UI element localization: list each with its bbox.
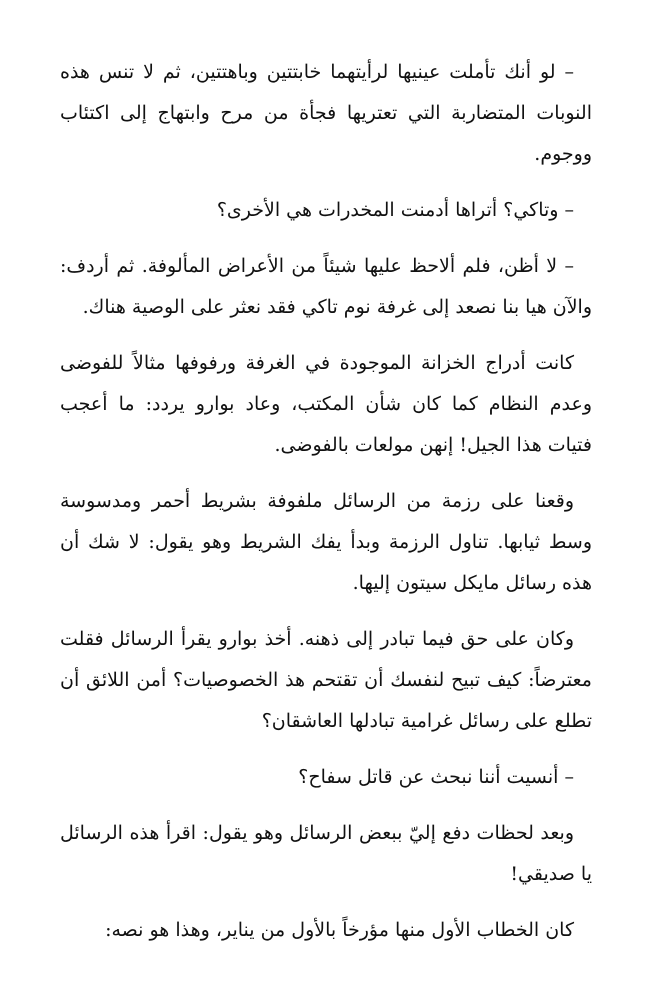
paragraph-letters-bundle: وقعنا على رزمة من الرسائل ملفوفة بشريط أحمر ومدسوسة وسط ثيابها. تناول الرزمة وبدأ يفك الشريط وهو يقول: لا شك أن هذه رسائل مايكل سيتون إليها. bbox=[60, 490, 592, 594]
paragraph-first-letter: كان الخطاب الأول منها مؤرخاً بالأول من يناير، وهذا هو نصه: bbox=[105, 919, 574, 941]
paragraph-objection: وكان على حق فيما تبادر إلى ذهنه. أخذ بوارو يقرأ الرسائل فقلت معترضاً: كيف تبيح لنفسك أن تقتحم هذ الخصوصيات؟ أمن اللائق أن تطلع على رسائل غرامية تبادلها العاشقان؟ bbox=[60, 628, 592, 732]
paragraph-dialogue-will: – لا أظن، فلم ألاحظ عليها شيئاً من الأعراض المألوفة. ثم أردف: والآن هيا بنا نصعد إلى غرفة نوم تاكي فقد نعثر على الوصية هناك. bbox=[60, 255, 592, 318]
paragraph-drawers: كانت أدراج الخزانة الموجودة في الغرفة ورفوفها مثالاً للفوضى وعدم النظام كما كان شأن المكتب، وعاد بوارو يردد: ما أعجب فتيات هذا الجيل! إنهن مولعات بالفوضى. bbox=[60, 352, 592, 456]
paragraph-dialogue-eyes: – لو أنك تأملت عينيها لرأيتهما خابتتين وباهتتين، ثم لا تنس هذه النوبات المتضاربة التي تعتريها فجأة من مرح وابتهاج إلى اكتئاب ووجوم. bbox=[60, 61, 592, 165]
paragraph-dialogue-taki: – وتاكي؟ أتراها أدمنت المخدرات هي الأخرى؟ bbox=[216, 199, 574, 221]
paragraph-killer: – أنسيت أننا نبحث عن قاتل سفاح؟ bbox=[298, 766, 574, 788]
paragraph-read-letters: وبعد لحظات دفع إليّ ببعض الرسائل وهو يقول: اقرأ هذه الرسائل يا صديقي! bbox=[60, 822, 592, 885]
book-page bbox=[60, 52, 592, 966]
